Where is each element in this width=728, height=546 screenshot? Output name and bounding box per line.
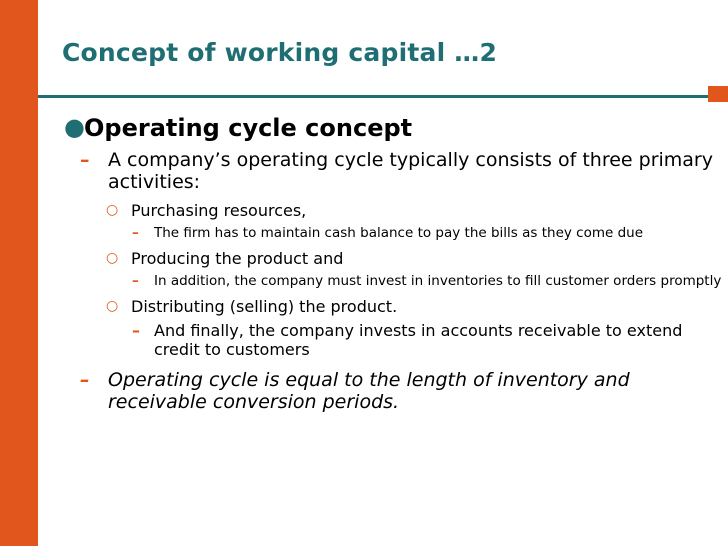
sub-bullet (80, 369, 728, 413)
sub-bullet-text: Operating cycle is equal to the length of inventory and receivable conversion periods. (108, 369, 630, 413)
slide-body (64, 114, 728, 413)
activity-item (106, 249, 728, 268)
title-underline (38, 95, 728, 98)
dash-icon: – (132, 273, 139, 289)
activity-detail (132, 321, 728, 359)
main-bullet (64, 114, 728, 142)
bullet-icon: ● (64, 113, 85, 141)
corner-accent (708, 86, 728, 102)
left-accent-bar (0, 0, 38, 546)
activity-item (106, 201, 728, 220)
activity-detail-text: The firm has to maintain cash balance to pay the bills as they come due (154, 225, 644, 241)
dash-icon: – (80, 149, 90, 171)
activity-detail-text: And finally, the company invests in accounts receivable to extend credit to customers (154, 321, 683, 359)
dash-icon: – (80, 369, 90, 391)
activity-item (106, 297, 728, 316)
activity-label: Producing the product and (131, 249, 344, 268)
activity-detail-text: In addition, the company must invest in inventories to fill customer orders promptly (154, 273, 722, 289)
circle-bullet-icon: ○ (106, 250, 119, 266)
slide-title: Concept of working capital …2 (62, 38, 498, 67)
circle-bullet-icon: ○ (106, 202, 119, 218)
circle-bullet-icon: ○ (106, 298, 119, 314)
sub-bullet (80, 149, 728, 193)
sub-bullet-text: A company’s operating cycle typically consists of three primary activities: (108, 149, 713, 193)
activity-detail (132, 225, 728, 241)
dash-icon: – (132, 225, 139, 241)
main-bullet-text: Operating cycle concept (84, 114, 413, 142)
dash-icon: – (132, 321, 140, 340)
activity-label: Distributing (selling) the product. (131, 297, 398, 316)
activity-detail (132, 273, 728, 289)
activity-label: Purchasing resources, (131, 201, 307, 220)
